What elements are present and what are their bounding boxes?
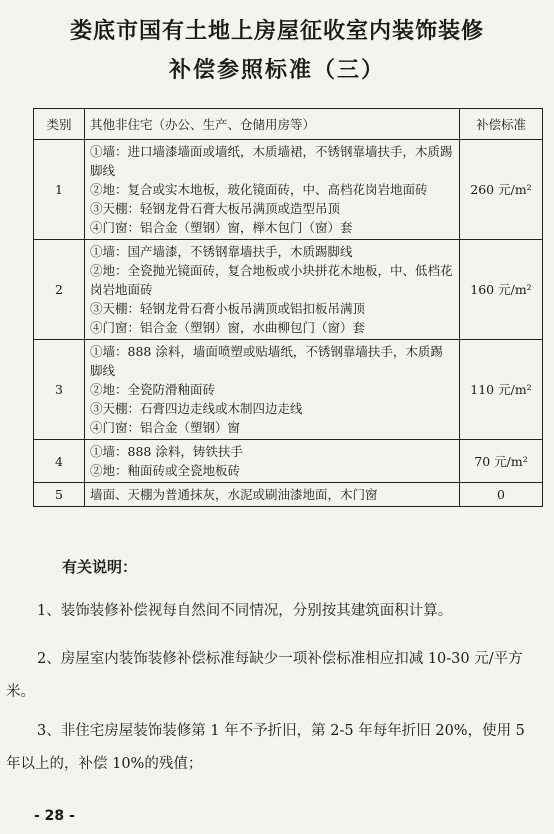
row-description — [85, 340, 460, 440]
row-category: 2 — [34, 240, 85, 340]
compensation-standards-table — [33, 108, 543, 507]
row-rate: 160 元/m² — [460, 240, 543, 340]
row-item: ③天棚：轻钢龙骨石膏小板吊满顶或铝扣板吊满顶 — [90, 301, 366, 316]
row-description — [85, 140, 460, 240]
row-item: ④门窗：铝合金（塑钢）窗 — [90, 420, 241, 435]
note-item: 2、房屋室内装饰装修补偿标准每缺少一项补偿标准相应扣减 10-30 元/平方米。 — [6, 651, 523, 700]
row-item: ③天棚：石膏四边走线或木制四边走线 — [90, 401, 303, 416]
row-rate: 70 元/m² — [460, 440, 543, 483]
row-description — [85, 240, 460, 340]
page-number: - 28 - — [34, 808, 75, 824]
table-row — [34, 340, 543, 440]
row-item: ①墙：进口墙漆墙面或墙纸，木质墙裙，不锈钢靠墙扶手，木质踢脚线 — [90, 144, 453, 178]
row-rate: 110 元/m² — [460, 340, 543, 440]
row-rate: 0 — [460, 483, 543, 507]
row-item: 墙面、天棚为普通抹灰，水泥或刷油漆地面，木门窗 — [90, 487, 378, 502]
row-item: ③天棚：轻钢龙骨石膏大板吊满顶或造型吊顶 — [90, 201, 341, 216]
header-rate: 补偿标准 — [460, 109, 543, 140]
header-category: 类别 — [34, 109, 85, 140]
row-description — [85, 440, 460, 483]
note-item: 3、非住宅房屋装饰装修第 1 年不予折旧，第 2-5 年每年折旧 20%，使用 5 年以上的，补偿 10%的残值； — [6, 723, 525, 772]
row-rate: 260 元/m² — [460, 140, 543, 240]
note-item: 1、装饰装修补偿视每自然间不同情况，分别按其建筑面积计算。 — [37, 603, 453, 619]
row-category: 4 — [34, 440, 85, 483]
row-category: 3 — [34, 340, 85, 440]
table-row — [34, 440, 543, 483]
table-header-row — [34, 109, 543, 140]
row-item: ②地：釉面砖或全瓷地板砖 — [90, 463, 241, 478]
row-item: ②地：复合或实木地板，玻化镜面砖，中、高档花岗岩地面砖 — [90, 182, 428, 197]
table-row — [34, 240, 543, 340]
document-title-line2: 补偿参照标准（三） — [168, 58, 385, 83]
row-category: 1 — [34, 140, 85, 240]
row-item: ④门窗：铝合金（塑钢）窗，榉木包门（窗）套 — [90, 220, 353, 235]
table-row — [34, 483, 543, 507]
row-category: 5 — [34, 483, 85, 507]
table-row — [34, 140, 543, 240]
row-item: ①墙：888 涂料，墙面喷塑或贴墙纸，不锈钢靠墙扶手，木质踢脚线 — [90, 344, 443, 378]
header-description: 其他非住宅（办公、生产、仓储用房等） — [85, 109, 460, 140]
row-item: ①墙：888 涂料，铸铁扶手 — [90, 444, 243, 459]
row-item: ④门窗：铝合金（塑钢）窗，水曲柳包门（窗）套 — [90, 320, 366, 335]
row-item: ①墙：国产墙漆，不锈钢靠墙扶手，木质踢脚线 — [90, 244, 353, 259]
document-title-line1: 娄底市国有土地上房屋征收室内装饰装修 — [69, 19, 484, 44]
row-item: ②地：全瓷抛光镜面砖，复合地板或小块拼花木地板，中、低档花岗岩地面砖 — [90, 263, 453, 297]
row-item: ②地：全瓷防滑釉面砖 — [90, 382, 216, 397]
row-description — [85, 483, 460, 507]
notes-heading: 有关说明： — [62, 558, 138, 576]
